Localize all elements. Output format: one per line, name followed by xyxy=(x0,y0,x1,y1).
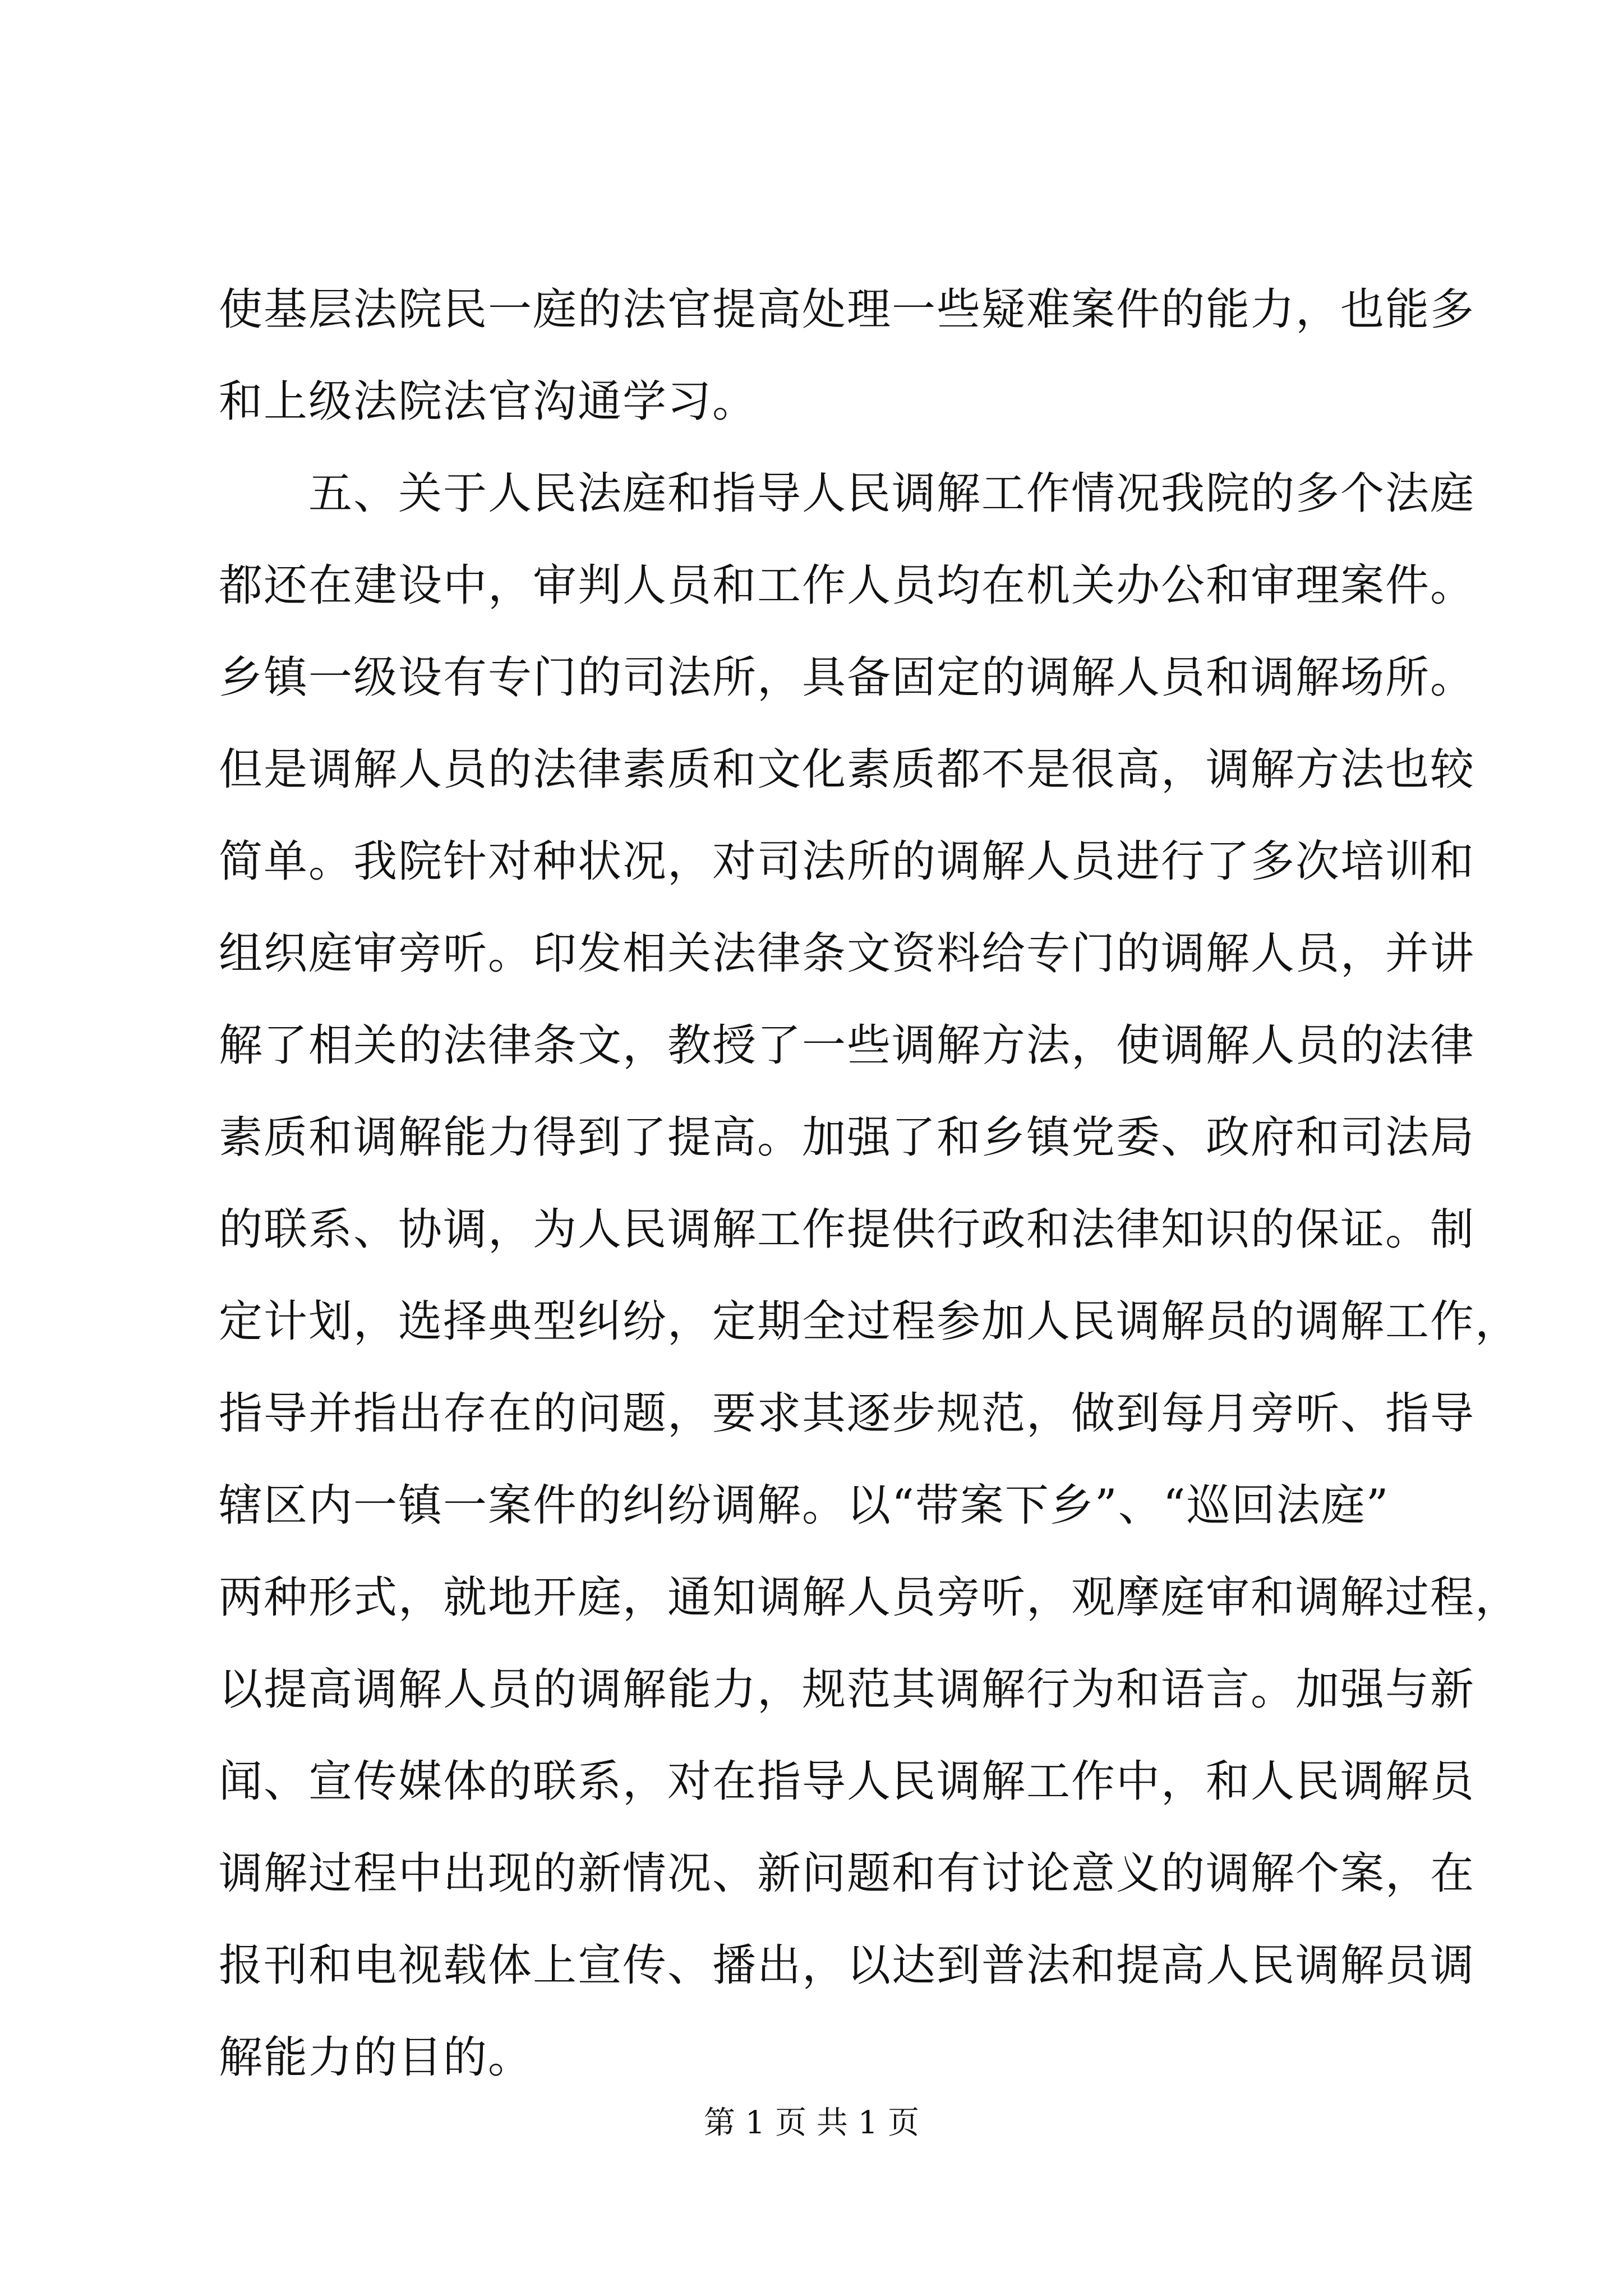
text-line: 素质和调解能力得到了提高。加强了和乡镇党委、政府和司法局 xyxy=(219,1112,1476,1163)
text-line: 以提高调解人员的调解能力，规范其调解行为和语言。加强与新 xyxy=(219,1664,1476,1715)
text-line: 的联系、协调，为人民调解工作提供行政和法律知识的保证。制 xyxy=(219,1204,1476,1255)
text-line: 组织庭审旁听。印发相关法律条文资料给专门的调解人员，并讲 xyxy=(219,928,1476,979)
text-line: 指导并指出存在的问题，要求其逐步规范，做到每月旁听、指导 xyxy=(219,1388,1476,1439)
text-line: 两种形式，就地开庭，通知调解人员旁听，观摩庭审和调解过程， xyxy=(219,1572,1520,1623)
text-line: 定计划，选择典型纠纷，定期全过程参加人民调解员的调解工作， xyxy=(219,1296,1520,1347)
text-line: 和上级法院法官沟通学习。 xyxy=(219,376,758,427)
text-line: 解能力的目的。 xyxy=(219,2032,533,2083)
page-footer: 第 1 页 共 1 页 xyxy=(703,2105,920,2141)
text-line: 都还在建设中，审判人员和工作人员均在机关办公和审理案件。 xyxy=(219,560,1476,611)
text-line: 五、关于人民法庭和指导人民调解工作情况我院的多个法庭 xyxy=(219,468,1476,519)
text-line: 乡镇一级设有专门的司法所，具备固定的调解人员和调解场所。 xyxy=(219,652,1476,703)
text-line: 闻、宣传媒体的联系，对在指导人民调解工作中，和人民调解员 xyxy=(219,1756,1476,1807)
text-line: 简单。我院针对种状况，对司法所的调解人员进行了多次培训和 xyxy=(219,836,1476,887)
text-line: 调解过程中出现的新情况、新问题和有讨论意义的调解个案，在 xyxy=(219,1848,1476,1899)
text-line: 但是调解人员的法律素质和文化素质都不是很高，调解方法也较 xyxy=(219,744,1476,795)
text-line: 使基层法院民一庭的法官提高处理一些疑难案件的能力，也能多 xyxy=(219,284,1476,335)
body-text xyxy=(219,264,1520,2104)
text-line: 解了相关的法律条文，教授了一些调解方法，使调解人员的法律 xyxy=(219,1020,1476,1071)
text-line: 报刊和电视载体上宣传、播出，以达到普法和提高人民调解员调 xyxy=(219,1940,1476,1991)
text-line: 辖区内一镇一案件的纠纷调解。以“带案下乡”、“巡回法庭” xyxy=(219,1480,1390,1531)
